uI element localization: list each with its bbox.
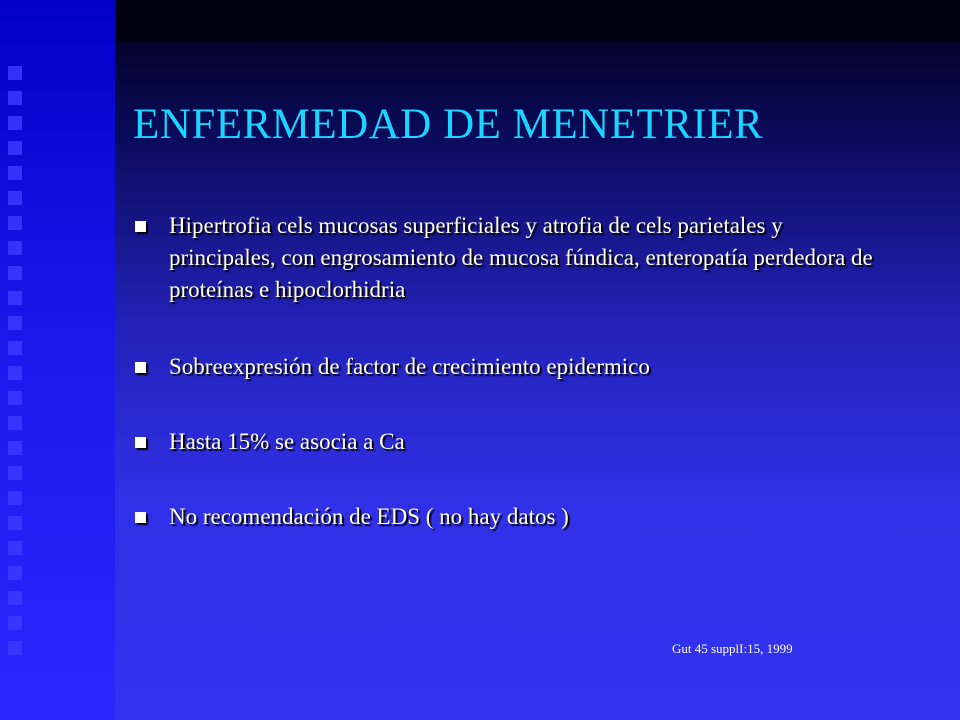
bullet-item [133,351,893,383]
bullet-item [133,210,893,306]
citation: Gut 45 supplI:15, 1999 [672,641,793,656]
bullet-text: Hasta 15% se asocia a Ca [169,429,405,454]
slide-title: ENFERMEDAD DE MENETRIER [133,101,764,148]
decorative-squares [8,66,24,666]
top-dark-band [115,0,960,42]
left-decorative-strip [0,0,115,720]
bullet-square-icon [135,362,146,373]
bullet-text: No recomendación de EDS ( no hay datos ) [169,504,569,529]
bullet-item [133,426,893,458]
bullet-square-icon [135,221,146,232]
bullet-item [133,501,893,533]
bullet-text: Sobreexpresión de factor de crecimiento epidermico [169,354,650,379]
bullet-list [133,210,893,533]
bullet-square-icon [135,437,146,448]
bullet-text: Hipertrofia cels mucosas superficiales y atrofia de cels parietales y principales, con engrosamiento de mucosa fúndica, enteropatía perdedora de proteínas e hipoclorhidria [169,213,873,302]
bullet-square-icon [135,512,146,523]
